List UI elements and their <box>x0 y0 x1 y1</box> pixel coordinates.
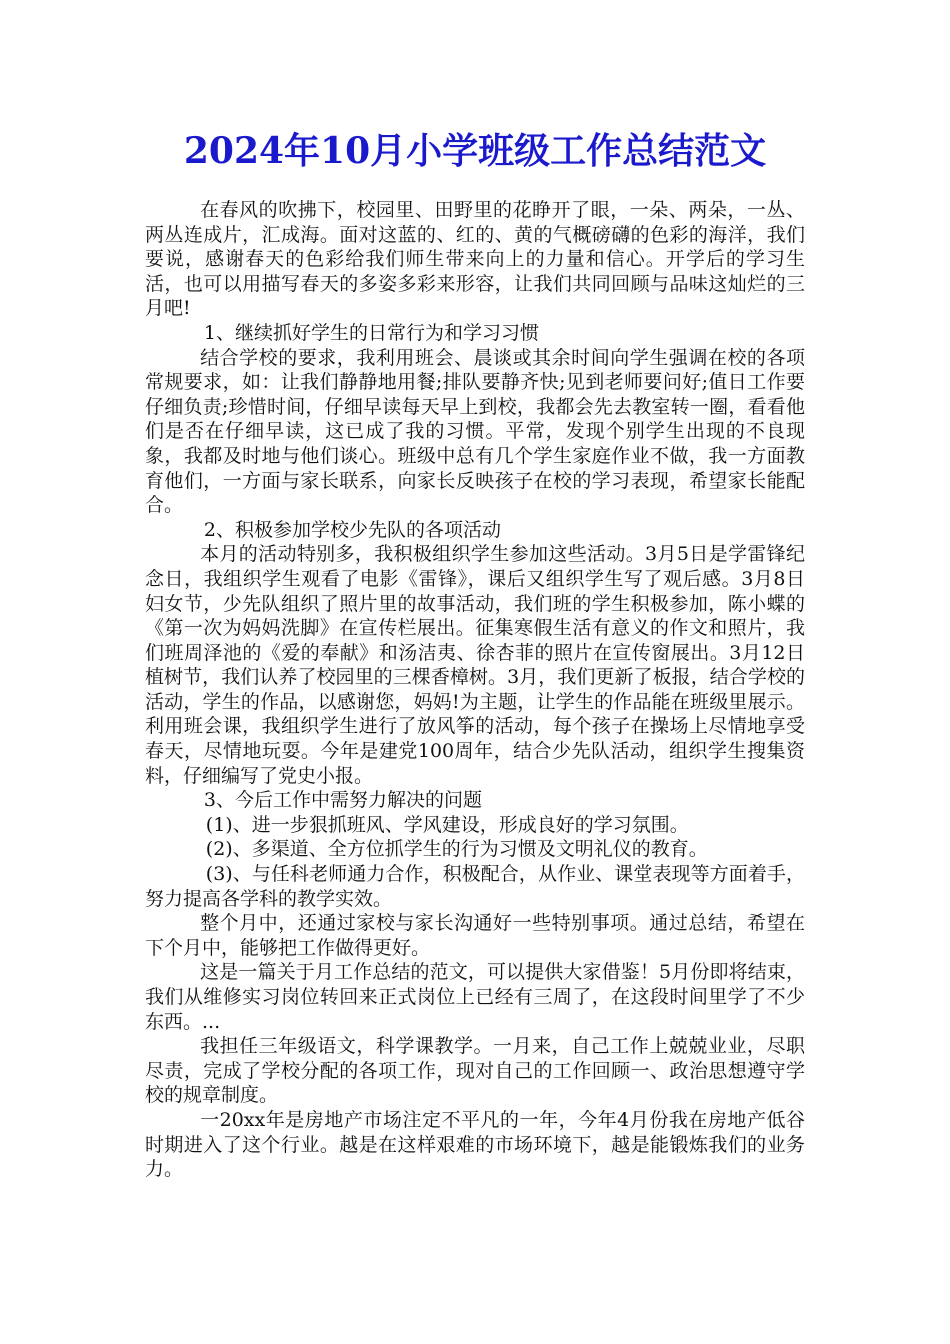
paragraph-summary: 整个月中，还通过家校与家长沟通好一些特别事项。通过总结，希望在下个月中，能够把工作做得更好。 <box>145 912 805 959</box>
paragraph-daily-habits: 结合学校的要求，我利用班会、晨谈或其余时间向学生强调在校的各项常规要求，如：让我们静静地用餐;排队要静齐快;见到老师要问好;值日工作要仔细负责;珍惜时间，仔细早读每天早上到校，我都会先去教室转一圈，看看他们是否在仔细早读，这已成了我的习惯。平常，发现个别学生出现的不良现象，我都及时地与他们谈心。班级中总有几个学生家庭作业不做，我一方面教育他们，一方面与家长联系，向家长反映孩子在校的学习表现，希望家长能配合。 <box>145 346 805 517</box>
section-heading-1: 1、继续抓好学生的日常行为和学习习惯 <box>203 321 539 344</box>
paragraph-teaching: 我担任三年级语文，科学课教学。一月来，自己工作上兢兢业业，尽职尽责，完成了学校分配的各项工作，现对自己的工作回顾一、政治思想遵守学校的规章制度。 <box>145 1035 805 1107</box>
document-title: 2024年10月小学班级工作总结范文 <box>183 130 767 172</box>
paragraph-real-estate: 一20xx年是房地产市场注定不平凡的一年，今年4月份我在房地产低谷时期进入了这个行业。越是在这样艰难的市场环境下，越是能锻炼我们的业务力。 <box>145 1108 805 1181</box>
paragraph-reference: 这是一篇关于月工作总结的范文，可以提供大家借鉴！5月份即将结束，我们从维修实习岗位转回来正式岗位上已经有三周了，在这段时间里学了不少东西。... <box>145 961 805 1033</box>
paragraph-activities: 本月的活动特别多，我积极组织学生参加这些活动。3月5日是学雷锋纪念日，我组织学生观看了电影《雷锋》，课后又组织学生写了观后感。3月8日妇女节，少先队组织了照片里的故事活动，我们班的学生积极参加，陈小蝶的《第一次为妈妈洗脚》在宣传栏展出。征集寒假生活有意义的作文和照片，我们班周泽池的《爱的奉献》和汤洁夷、徐杏菲的照片在宣传窗展出。3月12日植树节，我们认养了校园里的三棵香樟树。3月，我们更新了板报，结合学校的活动，学生的作品，以感谢您，妈妈!为主题，让学生的作品能在班级里展示。利用班会课，我组织学生进行了放风筝的活动，每个孩子在操场上尽情地享受春天，尽情地玩耍。今年是建党100周年，结合少先队活动，组织学生搜集资料，仔细编写了党史小报。 <box>145 543 805 787</box>
document-body <box>145 198 805 1182</box>
list-item-3: (3)、与任科老师通力合作，积极配合，从作业、课堂表现等方面着手，努力提高各学科的教学实效。 <box>145 863 805 910</box>
section-heading-3: 3、今后工作中需努力解决的问题 <box>203 789 482 812</box>
list-item-1: (1)、进一步狠抓班风、学风建设，形成良好的学习氛围。 <box>205 813 689 836</box>
list-item-2: (2)、多渠道、全方位抓学生的行为习惯及文明礼仪的教育。 <box>205 838 708 861</box>
paragraph-intro: 在春风的吹拂下，校园里、田野里的花睁开了眼，一朵、两朵，一丛、两丛连成片，汇成海。面对这蓝的、红的、黄的气概磅礴的色彩的海洋，我们要说，感谢春天的色彩给我们师生带来向上的力量和信心。开学后的学习生活，也可以用描写春天的多姿多彩来形容，让我们共同回顾与品味这灿烂的三月吧! <box>145 199 805 320</box>
section-heading-2: 2、积极参加学校少先队的各项活动 <box>203 518 501 541</box>
